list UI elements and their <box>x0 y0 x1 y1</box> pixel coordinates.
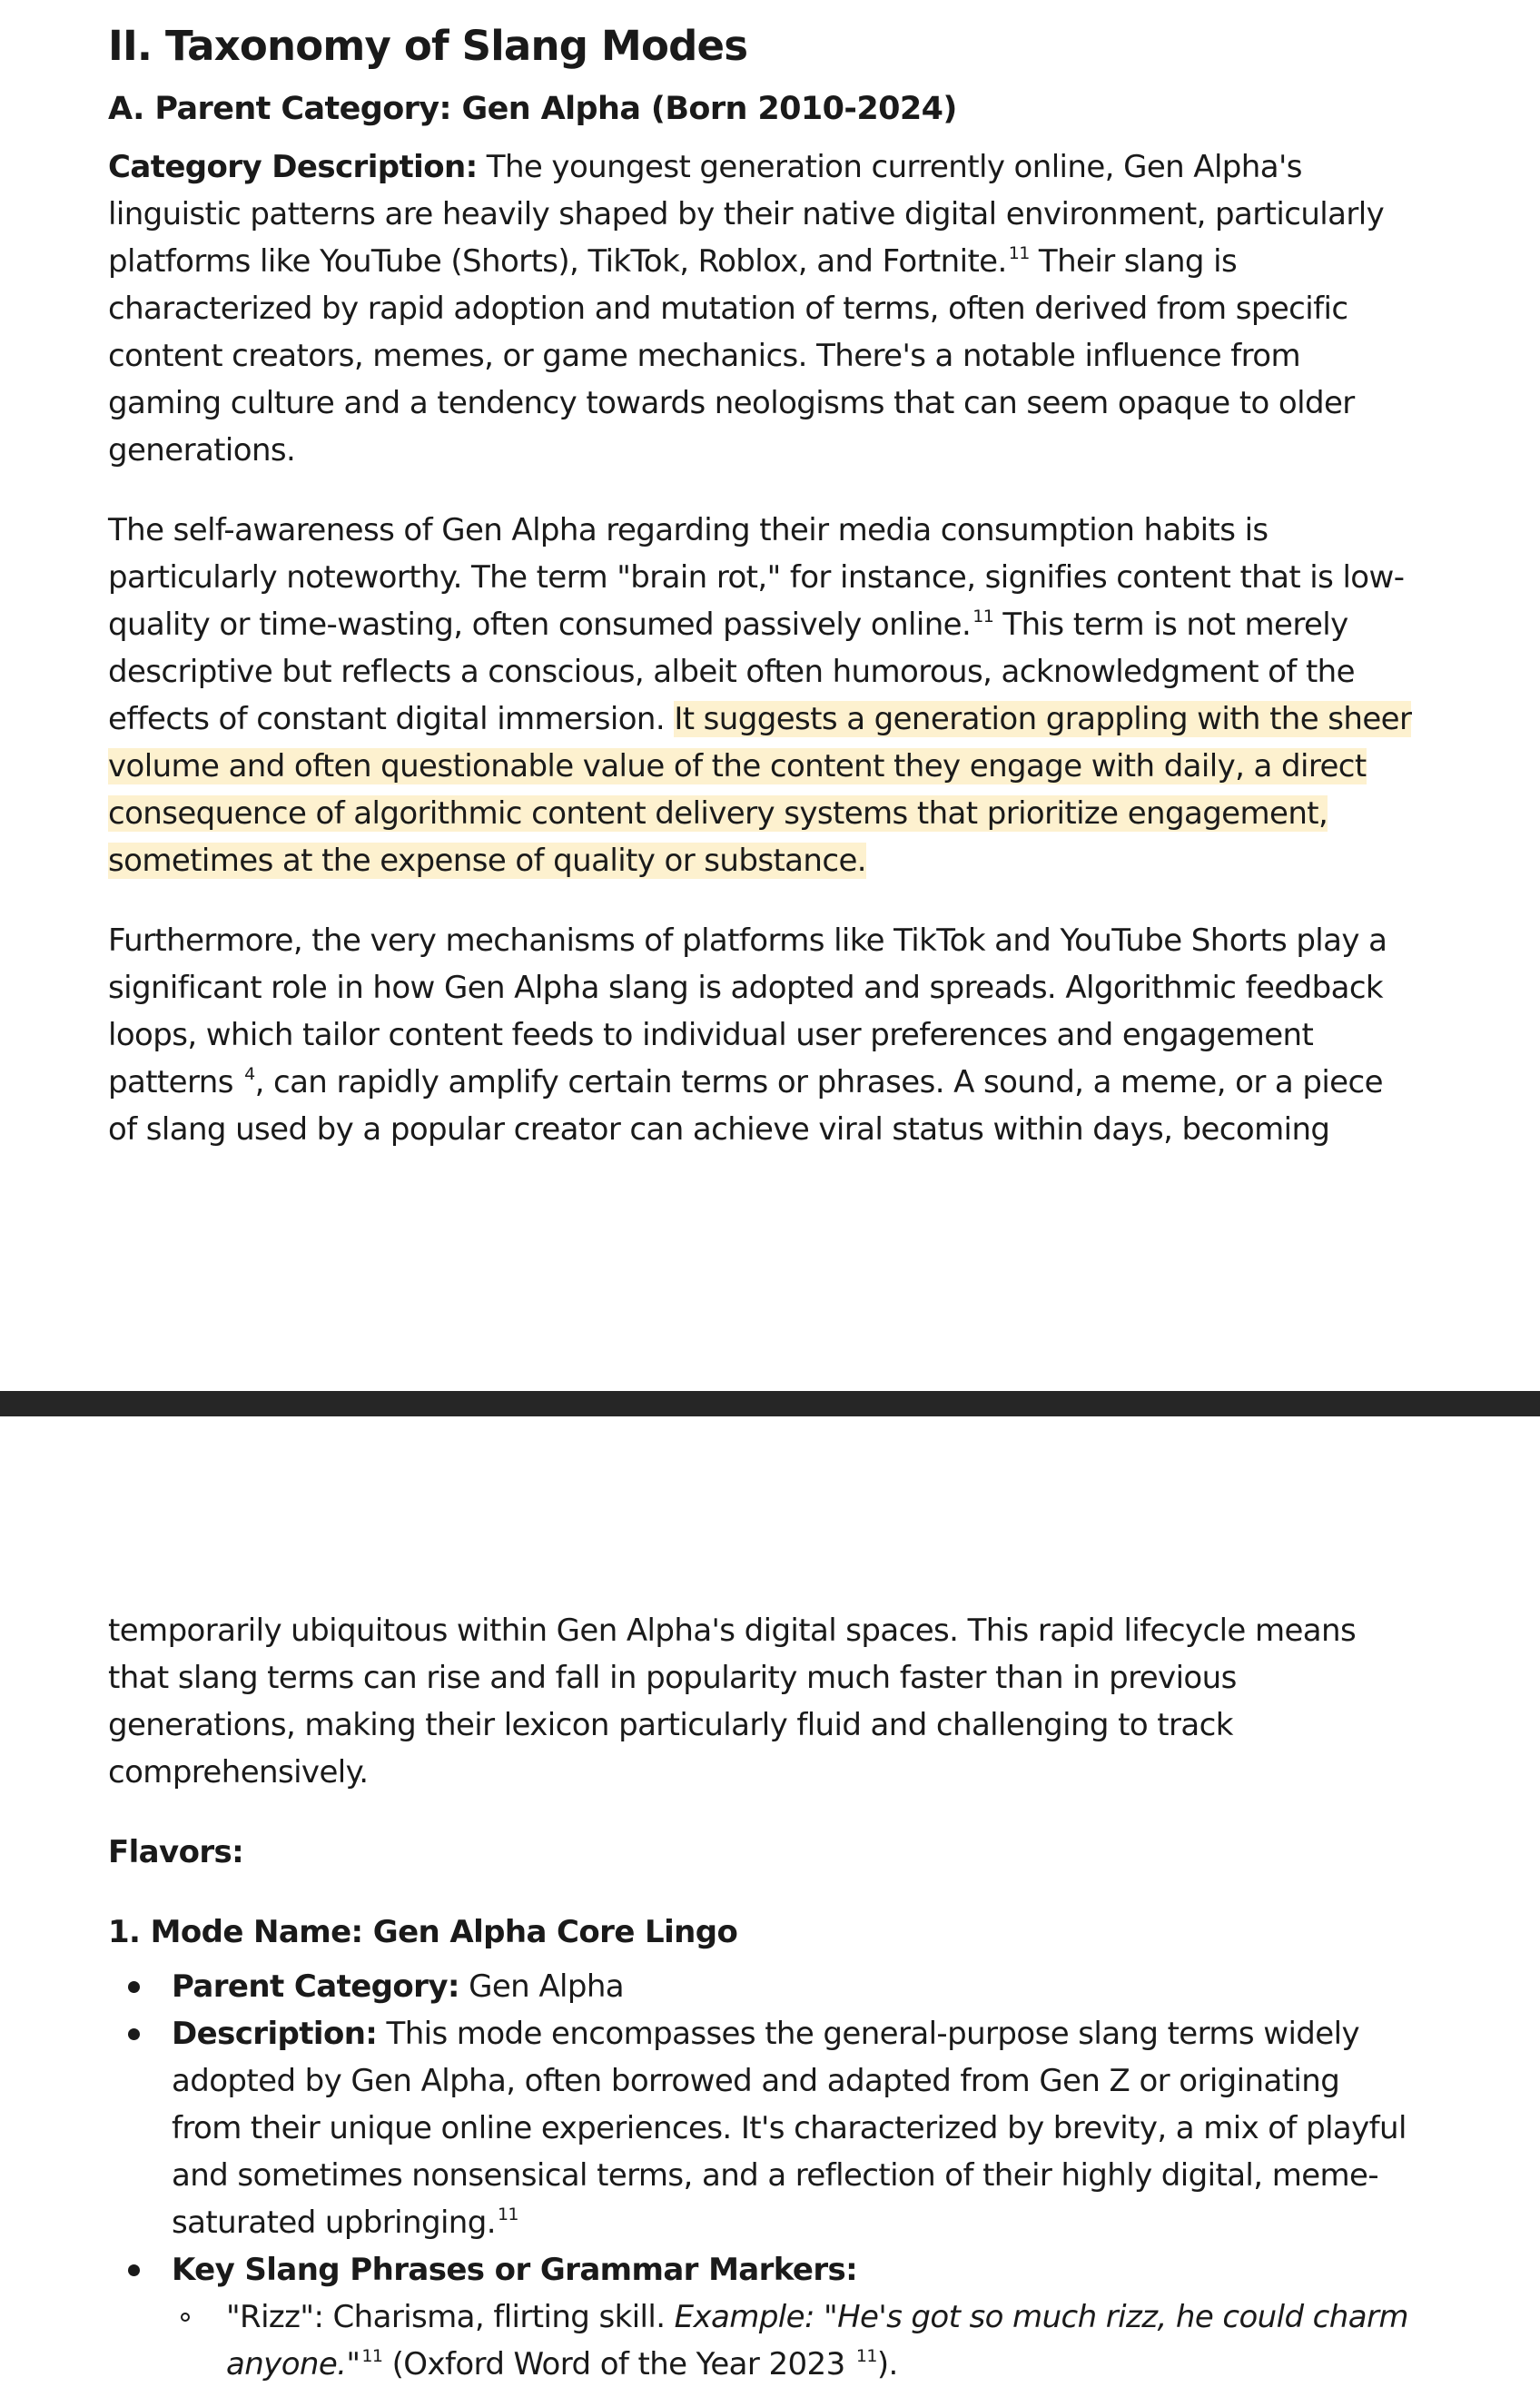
slang-term-note: (Oxford Word of the Year 2023 <box>382 2346 854 2382</box>
parent-category-value: Gen Alpha <box>459 1968 625 2005</box>
paragraph-text: The youngest generation currently online, Gen Alpha's linguistic patterns are heavily shaped by their native digital environment, particularly platforms like YouTube (Shorts), TikTok, Roblox, and Fortnite. <box>108 149 1385 280</box>
highlighted-text: It suggests a generation grappling with the sheer volume and often questionable value of the content they engage with daily, a direct consequence of algorithmic content delivery systems that prioritize engagement, sometimes at the expense of quality or substance. <box>108 701 1412 879</box>
list-item-parent-category <box>108 1963 1416 2010</box>
parent-category-heading: A. Parent Category: Gen Alpha (Born 2010-2024) <box>108 91 957 127</box>
footnote-ref[interactable]: 11 <box>1008 243 1030 263</box>
footnote-ref[interactable]: 11 <box>855 2346 877 2366</box>
paragraph-text: Furthermore, the very mechanisms of platforms like TikTok and YouTube Shorts play a significant role in how Gen Alpha slang is adopted and spreads. Algorithmic feedback loops, which tailor content feeds to individual user preferences and engagement patterns <box>108 922 1387 1100</box>
algorithm-paragraph <box>108 917 1416 1153</box>
slang-term-rizz <box>108 2293 1416 2388</box>
paragraph-text: This term is not merely descriptive but reflects a conscious, albeit often humorous, acknowledgment of the effects of constant digital immersion. <box>108 607 1355 737</box>
category-description-label: Category Description: <box>108 149 478 185</box>
mode-name-heading: 1. Mode Name: Gen Alpha Core Lingo <box>108 1914 738 1950</box>
category-description-paragraph <box>108 143 1416 474</box>
page-1-content <box>108 16 1416 1186</box>
slang-term-example: Example: "He's got so much rizz, he could charm anyone." <box>226 2299 1408 2382</box>
page-separator <box>0 1391 1540 1416</box>
list-item-description <box>108 2010 1416 2246</box>
brain-rot-paragraph <box>108 507 1416 884</box>
slang-terms-list <box>108 2293 1416 2388</box>
mode-details-list <box>108 1963 1416 2388</box>
key-slang-label: Key Slang Phrases or Grammar Markers: <box>172 2252 858 2288</box>
list-item-key-slang <box>108 2246 1416 2388</box>
page-2-content <box>108 1607 1416 2388</box>
slang-term-note-end: ). <box>876 2346 898 2382</box>
flavors-heading: Flavors: <box>108 1834 244 1870</box>
section-title: II. Taxonomy of Slang Modes <box>108 22 748 70</box>
footnote-ref[interactable]: 4 <box>244 1064 255 1084</box>
description-label: Description: <box>172 2016 378 2052</box>
algorithm-paragraph-continued: temporarily ubiquitous within Gen Alpha's digital spaces. This rapid lifecycle means that slang terms can rise and fall in popularity much faster than in previous generations, making their lexicon particularly fluid and challenging to track comprehensively. <box>108 1613 1357 1790</box>
description-text: This mode encompasses the general-purpose slang terms widely adopted by Gen Alpha, often borrowed and adapted from Gen Z or originating from their unique online experiences. It's characterized by brevity, a mix of playful and sometimes nonsensical terms, and a reflection of their highly digital, meme-saturated upbringing. <box>172 2016 1407 2241</box>
footnote-ref[interactable]: 11 <box>497 2205 518 2224</box>
paragraph-text: Their slang is characterized by rapid adoption and mutation of terms, often derived from specific content creators, memes, or game mechanics. There's a notable influence from gaming culture and a tendency towards neologisms that can seem opaque to older generations. <box>108 243 1355 469</box>
paragraph-text: The self-awareness of Gen Alpha regarding their media consumption habits is particularly noteworthy. The term "brain rot," for instance, signifies content that is low-quality or time-wasting, often consumed passively online. <box>108 512 1405 643</box>
footnote-ref[interactable]: 11 <box>361 2346 383 2366</box>
slang-term-definition: "Rizz": Charisma, flirting skill. <box>226 2299 675 2335</box>
parent-category-label: Parent Category: <box>172 1968 459 2005</box>
footnote-ref[interactable]: 11 <box>972 607 994 626</box>
document-page-2 <box>0 1416 1540 2397</box>
paragraph-text: , can rapidly amplify certain terms or phrases. A sound, a meme, or a piece of slang used by a popular creator can achieve viral status within days, becoming <box>108 1064 1383 1148</box>
